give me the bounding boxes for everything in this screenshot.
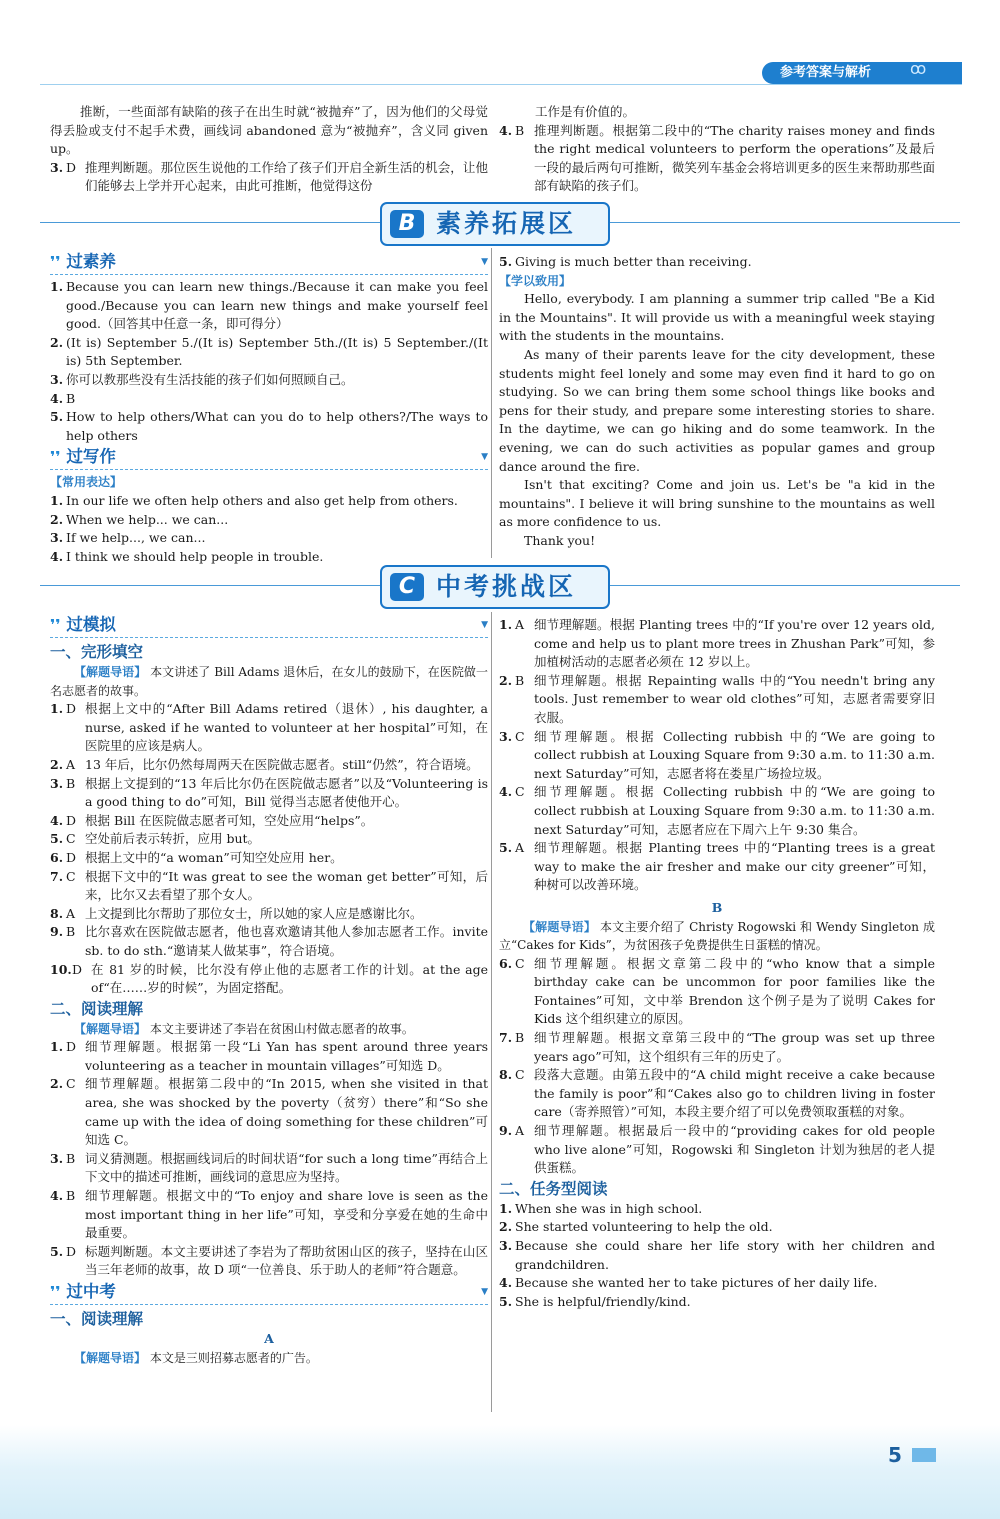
list-item: 4. B 推理判断题。根据第二段中的“The charity raises money and finds the right medical volunteers to perform the operations”及最后一段的最后两句可推断，微笑列车基金会将培训更多的医生来帮助那些面部有缺陷的孩子们。 <box>499 122 935 194</box>
apply-tag: 【学以致用】 <box>499 273 572 288</box>
list-item: 3. C 细节理解题。根据 Collecting rubbish 中的“We are going to collect rubbish at Louxing Square from 9:30 a.m. to 11:30 a.m. next Saturday”可知，志愿者将在娄星广场捡垃圾。 <box>499 728 935 781</box>
section-c-right <box>499 616 935 1311</box>
list-item: 7. C 根据下文中的“It was great to see the woman get better”可知，后来，比尔又去看望了那个女人。 <box>50 868 488 903</box>
continuation-text: 工作是有价值的。 <box>535 104 636 119</box>
list-item: 7. B 细节理解题。根据文章第三段中的“The group was set up three years ago”可知，这个组织有三年的历史了。 <box>499 1030 935 1064</box>
list-item: 4. B 细节理解题。根据文中的“To enjoy and share love is seen as the most important thing in her life”可知，享受和分享爱在她的生命中最重要。 <box>50 1188 488 1241</box>
zhongkao-guide: 【解题导语】 本文是三则招募志愿者的广告。 <box>74 1350 318 1365</box>
section-b-left <box>50 250 488 566</box>
list-item: 4. Because she wanted her to take pictures of her daily life. <box>499 1275 878 1291</box>
list-item: 3. D 推理判断题。那位医生说他的工作给了孩子们开启全新生活的机会，让他们能够去上学并开心起来，由此可推断，他觉得这份 <box>50 159 488 194</box>
list-item: 9. B 比尔喜欢在医院做志愿者，他也喜欢邀请其他人参加志愿者工作。invite sb. to do sth.“邀请某人做某事”，符合语境。 <box>50 924 488 958</box>
header-banner <box>762 59 962 84</box>
guo-moni-header: ❜❜ 过模拟 ▼ <box>50 613 488 638</box>
list-item: 5. She is helpful/friendly/kind. <box>499 1293 691 1309</box>
list-item: 4. C 细节理解题。根据 Collecting rubbish 中的“We are going to collect rubbish at Louxing Square from 9:30 a.m. to 11:30 a.m. next Saturday”可知，志愿者应在下周六上午 9:30 集合。 <box>499 784 935 837</box>
essay-closing: Thank you! <box>524 532 596 548</box>
wing-icon: ❜❜ <box>50 252 61 271</box>
list-item: 4. B <box>50 390 76 406</box>
passage-b-guide: 【解题导语】 本文主要介绍了 Christy Rogowski 和 Wendy Singleton 成立“Cakes for Kids”，为贫困孩子免费提供生日蛋糕的情况。 <box>499 919 935 953</box>
guo-suyang-header: ❜❜ 过素养 ▼ <box>50 250 488 275</box>
expressions-tag: 【常用表达】 <box>50 475 123 490</box>
section-c-banner <box>380 565 610 609</box>
essay-paragraph: As many of their parents leave for the city development, these students might feel lonely and some may even find it hard to go on studying. So we can bring them some school things like books and pens for their study, and prepare some interesting stories to share. In the daytime, we can go hiking and do some teamwork. In the evening, we can do such activities as popular games and group dance around the fire. <box>499 346 935 474</box>
list-item: 1. A 细节理解题。根据 Planting trees 中的“If you're over 12 years old, come and help us to plant more trees in Zhushan Park”可知，参加植树活动的志愿者必须在 12 岁以上。 <box>499 617 936 670</box>
list-item: 1. D 根据上文中的“After Bill Adams retired（退休）, his daughter, a nurse, asked if he wanted to volunteer at her hospital”可知，在医院里的应该是病人。 <box>50 701 488 754</box>
list-item: 6. C 细节理解题。根据文章第二段中的“who know that a simple birthday cake can be uncommon for poor families like the Fontaines”可知，文中举 Brendon 这个例子是为了说明 Cakes for Kids 这个组织建立的原因。 <box>499 955 935 1027</box>
zhongkao-reading-heading: 一、阅读理解 <box>50 1310 144 1328</box>
section-b-title: 素养拓展区 <box>436 208 577 238</box>
guo-xiezuo-header: ❜❜ 过写作 ▼ <box>50 445 488 470</box>
list-item: 8. C 段落大意题。由第五段中的“A child might receive a cake because the family is poor”和“Cakes also go to children living in foster care（寄养照管）”可知，本段主要介绍了可以免费领取蛋糕的对象。 <box>499 1067 935 1120</box>
section-c-rule-left <box>40 585 380 586</box>
top-left-column <box>50 103 488 196</box>
section-b-right <box>499 253 935 551</box>
list-item: 3. B 词义猜测题。根据画线词后的时间状语“for such a long time”再结合上下文中的描述可推断，画线词的意思应为坚持。 <box>50 1150 488 1185</box>
list-item: 1. In our life we often help others and also get help from others. <box>50 492 458 508</box>
reading-guide: 【解题导语】 本文主要讲述了李岩在贫困山村做志愿者的故事。 <box>74 1021 414 1036</box>
passage-b-label: B <box>711 899 723 915</box>
passage-a-label: A <box>264 1331 274 1346</box>
page-number: 5 <box>888 1443 902 1467</box>
list-item: 3. 你可以教那些没有生活技能的孩子们如何照顾自己。 <box>50 371 354 387</box>
list-item: 4. I think we should help people in trouble. <box>50 548 324 564</box>
header-rule <box>40 84 962 85</box>
list-item: 5. How to help others/What can you do to help others?/The ways to help others <box>50 409 488 443</box>
header-title: 参考答案与解析 <box>780 65 872 80</box>
list-item: 2. She started volunteering to help the old. <box>499 1219 773 1235</box>
essay-paragraph: Hello, everybody. I am planning a summer trip called "Be a Kid in the Mountains". It will provide us with a meaningful week staying with the students in the mountains. <box>499 291 935 344</box>
list-item: 3. If we help..., we can... <box>50 530 206 546</box>
list-item: 2. C 细节理解题。根据第二段中的“In 2015, when she visited in that area, she was shocked by the poverty（贫穷）there”和“So she came up with the idea of doing something for these children”可知选 C。 <box>50 1076 488 1148</box>
list-item: 1. Because you can learn new things./Because it can make you feel good./Because you can learn new things and make yourself feel good.（回答其中任意一条，即可得分） <box>50 279 488 332</box>
cloze-guide: 【解题导语】 本文讲述了 Bill Adams 退休后，在女儿的鼓励下，在医院做一名志愿者的故事。 <box>50 665 488 698</box>
list-item: 6. D 根据上文中的“a woman”可知空处应用 her。 <box>50 849 343 865</box>
list-item: 2. (It is) September 5./(It is) September 5th./(It is) 5 September./(It is) 5th September. <box>50 334 488 369</box>
column-divider <box>491 248 492 558</box>
list-item: 3. B 根据上文提到的“13 年后比尔仍在医院做志愿者”以及“Volunteering is a good thing to do”可知，Bill 觉得当志愿者使他开心。 <box>50 775 488 810</box>
list-item: 8. A 上文提到比尔帮助了那位女士，所以她的家人应是感谢比尔。 <box>50 905 423 921</box>
section-b-rule-left <box>40 222 380 223</box>
arrow-down-icon: ▼ <box>481 452 488 463</box>
list-item: 9. A 细节理解题。根据最后一段中的“providing cakes for old people who live alone”可知，Rogowski 和 Singleton 计划为独居的老人提供蛋糕。 <box>499 1123 935 1176</box>
list-item: 5. D 标题判断题。本文主要讲述了李岩为了帮助贫困山区的孩子，坚持在山区当三年老师的故事，故 D 项“一位善良、乐于助人的老师”符合题意。 <box>50 1243 488 1278</box>
section-c-rule-right <box>610 585 960 586</box>
section-c-left <box>50 613 488 1367</box>
arrow-down-icon: ▼ <box>481 619 488 630</box>
column-divider <box>491 612 492 1412</box>
top-left-paragraph: 推断，一些面部有缺陷的孩子在出生时就“被抛弃”了，因为他们的父母觉得丢脸或支付不起手术费，画线词 abandoned 意为“被抛弃”，含义同 given up。 <box>50 104 488 157</box>
section-c-title: 中考挑战区 <box>436 571 577 601</box>
page-corner-mark <box>912 1448 936 1462</box>
cloze-heading: 一、完形填空 <box>50 643 144 661</box>
wing-icon: ❜❜ <box>50 615 61 634</box>
wing-icon: ❜❜ <box>50 448 61 467</box>
list-item: 1. When she was in high school. <box>499 1200 703 1216</box>
list-item: 2. When we help... we can... <box>50 511 229 527</box>
guo-zhongkao-header: ❜❜ 过中考 ▼ <box>50 1280 488 1305</box>
arrow-down-icon: ▼ <box>481 1286 488 1297</box>
section-b-letter: B <box>390 210 424 238</box>
arrow-down-icon: ▼ <box>481 256 488 267</box>
list-item: 4. D 根据 Bill 在医院做志愿者可知，空处应用“helps”。 <box>50 812 374 828</box>
wing-icon: ❜❜ <box>50 1282 61 1301</box>
section-b-banner <box>380 202 610 246</box>
task-reading-heading: 二、任务型阅读 <box>499 1179 608 1198</box>
section-b-rule-right <box>610 222 960 223</box>
list-item: 3. Because she could share her life story with her children and grandchildren. <box>499 1238 935 1272</box>
footer-band <box>0 1425 1000 1519</box>
list-item: 5. C 空处前后表示转折，应用 but。 <box>50 831 261 847</box>
list-item: 10. D 在 81 岁的时候，比尔没有停止他的志愿者工作的计划。at the age of“在……岁的时候”，为固定搭配。 <box>50 961 488 996</box>
list-item: 5. Giving is much better than receiving. <box>499 254 752 269</box>
essay-paragraph: Isn't that exciting? Come and join us. Let's be "a kid in the mountains". I believe it will bring sunshine to the mountains as well as more confidence to us. <box>499 477 935 530</box>
list-item: 2. A 13 年后，比尔仍然每周两天在医院做志愿者。still“仍然”，符合语境。 <box>50 756 479 772</box>
section-c-letter: C <box>390 573 424 601</box>
list-item: 5. A 细节理解题。根据 Planting trees 中的“Planting trees is a great way to make the air fresher and make our city greener”可知，种树可以改善环境。 <box>499 840 935 893</box>
reading-heading: 二、阅读理解 <box>50 999 144 1018</box>
top-right-column <box>499 103 935 196</box>
header-swirl-icon: ꝏ <box>910 59 927 78</box>
list-item: 2. B 细节理解题。根据 Repainting walls 中的“You needn't bring any tools. Just remember to wear old clothes”可知，志愿者需要穿旧衣服。 <box>499 672 935 725</box>
list-item: 1. D 细节理解题。根据第一段“Li Yan has spent around three years volunteering as a teacher in mountain villages”可知选 D。 <box>50 1039 488 1073</box>
